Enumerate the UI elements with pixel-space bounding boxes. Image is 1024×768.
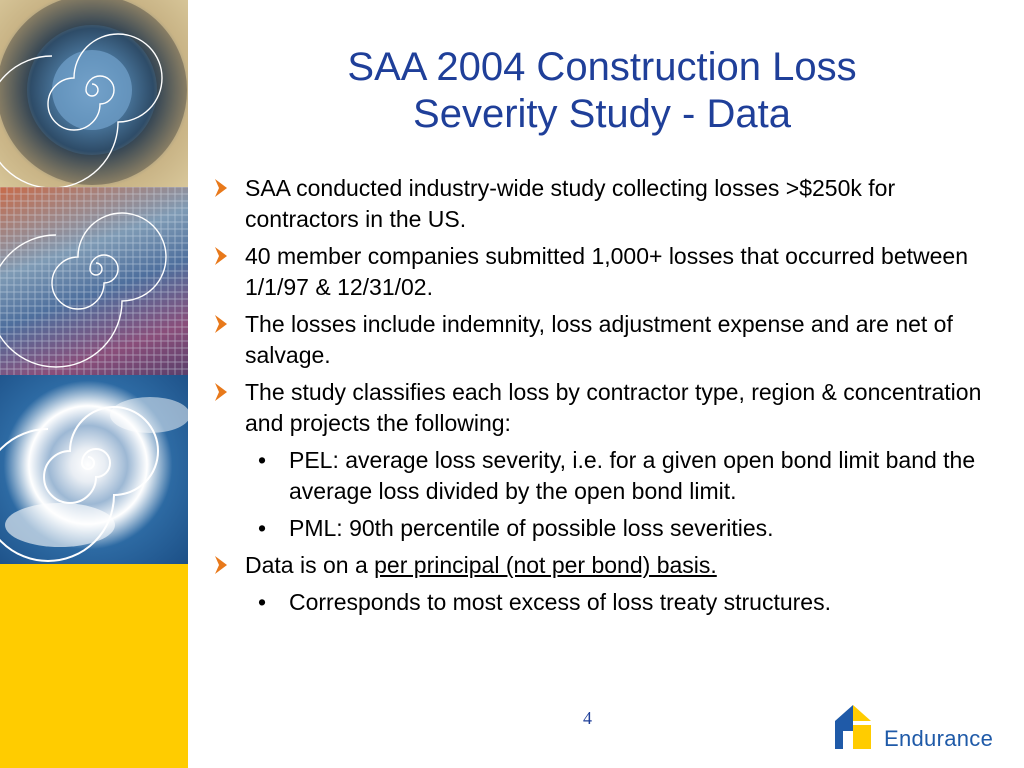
- bullet-text: SAA conducted industry-wide study collecting losses >$250k for contractors in the US.: [245, 175, 896, 232]
- bullet-item: [212, 241, 1012, 303]
- logo-text: Endurance: [884, 726, 994, 751]
- sub-bullet-marker: •: [258, 515, 267, 541]
- hurricane-image: [0, 375, 188, 564]
- bullet-item: [212, 550, 1012, 581]
- bullet-item: [212, 173, 1012, 235]
- slide-body: [212, 173, 1012, 624]
- slide-title-line2: Severity Study - Data: [413, 92, 791, 136]
- bullet-item: [212, 309, 1012, 371]
- bullet-text: The study classifies each loss by contractor type, region & concentration and projects the following:: [245, 379, 982, 436]
- sub-bullet-marker: •: [258, 589, 267, 615]
- sub-bullet-item: [212, 513, 1012, 544]
- bullet-text: The losses include indemnity, loss adjustment expense and are net of salvage.: [245, 311, 953, 368]
- slide-title: [262, 44, 942, 138]
- sub-bullet-text: Corresponds to most excess of loss treaty structures.: [289, 589, 831, 615]
- page-number: 4: [583, 708, 592, 728]
- chevron-right-icon: [212, 313, 230, 335]
- slide-title-line1: SAA 2004 Construction Loss: [347, 45, 857, 89]
- sub-bullet-item: [212, 587, 1012, 618]
- bullet-item: [212, 377, 1012, 439]
- hurricane-spiral-overlay: [0, 375, 188, 564]
- sub-bullet-text: PML: 90th percentile of possible loss severities.: [289, 515, 774, 541]
- bullet-text-prefix: Data is on a: [245, 552, 375, 578]
- chevron-right-icon: [212, 245, 230, 267]
- sub-bullet-marker: •: [258, 447, 267, 473]
- wafer-image: [0, 187, 188, 375]
- bullet-text-underlined: per principal (not per bond) basis.: [374, 552, 717, 578]
- sub-bullet-item: [212, 445, 1012, 507]
- decorative-image-strip: [0, 0, 188, 768]
- yellow-panel: [0, 564, 188, 768]
- bullet-text: 40 member companies submitted 1,000+ losses that occurred between 1/1/97 & 12/31/02.: [245, 243, 968, 300]
- chevron-right-icon: [212, 177, 230, 199]
- turbine-image: [0, 0, 188, 187]
- sub-bullet-text: PEL: average loss severity, i.e. for a given open bond limit band the average loss divided by the open bond limit.: [289, 447, 976, 504]
- wafer-spiral-overlay: [0, 187, 188, 375]
- chevron-right-icon: [212, 554, 230, 576]
- turbine-spiral-overlay: [0, 0, 188, 187]
- chevron-right-icon: [212, 381, 230, 403]
